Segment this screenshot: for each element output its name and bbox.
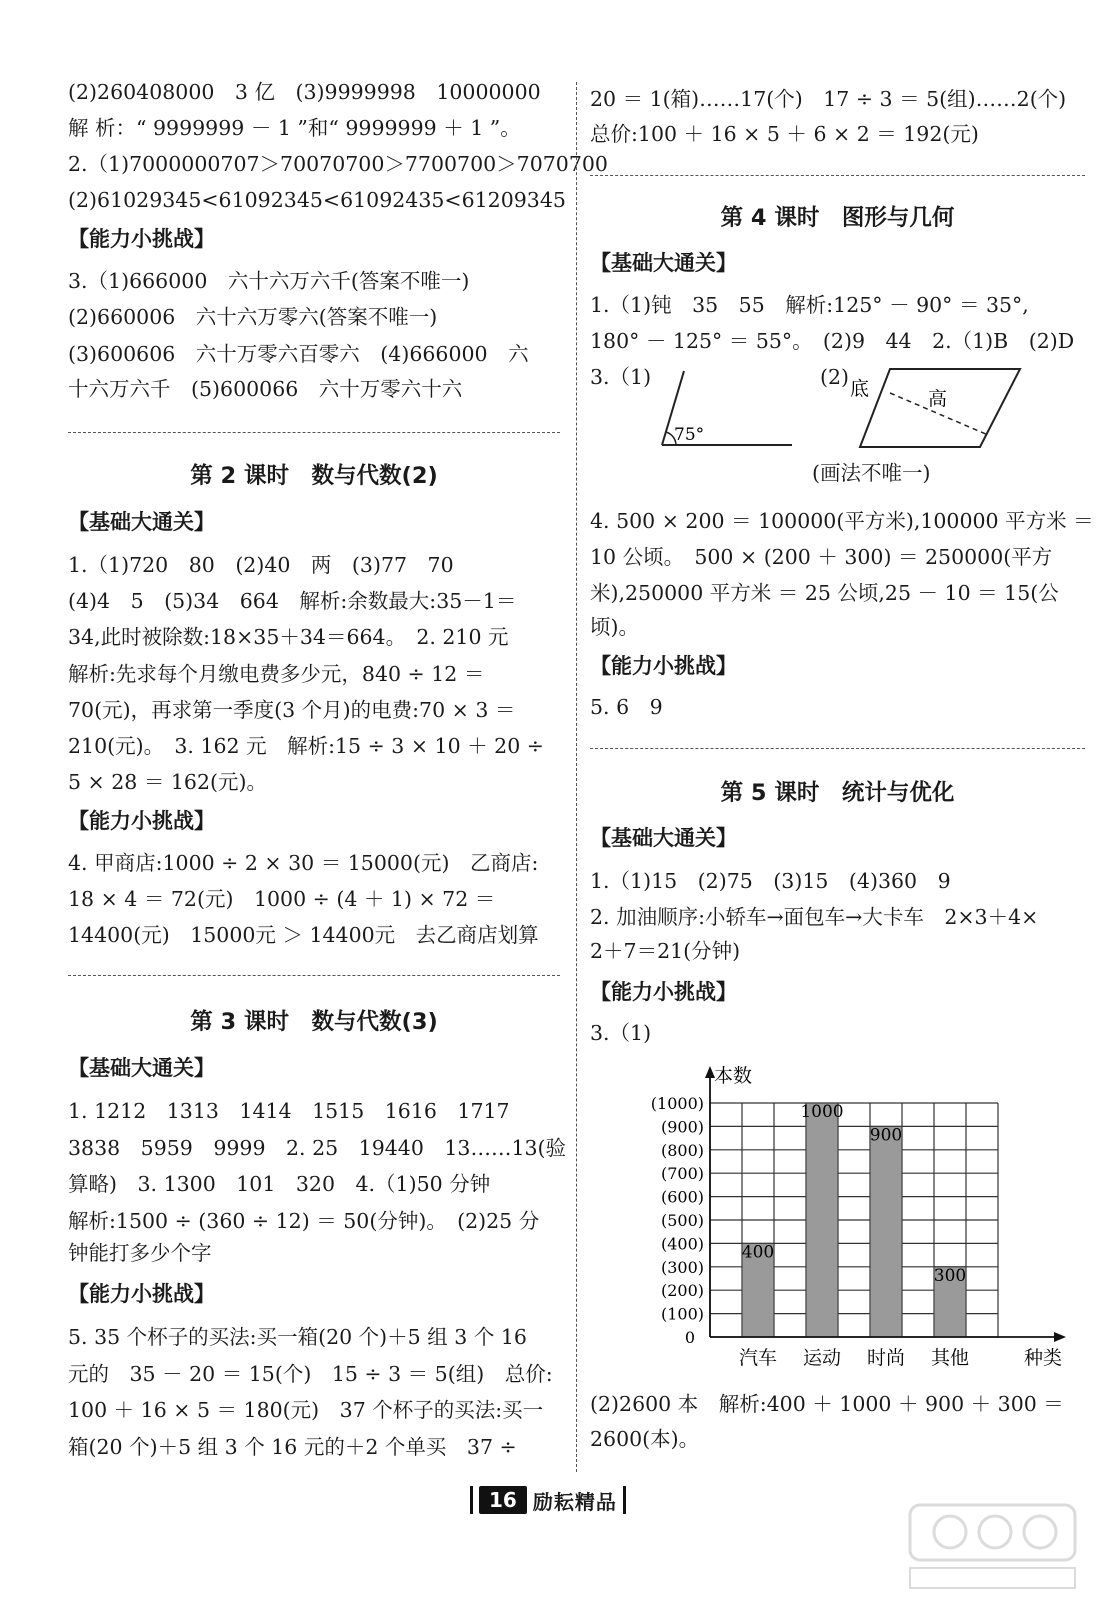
page-number: 16 xyxy=(479,1486,527,1514)
text-line: (3)600606 六十万零六百零六 (4)666000 六 xyxy=(68,342,529,366)
section-label: 【基础大通关】 xyxy=(68,1056,215,1080)
text-line: 算略) 3. 1300 101 320 4.（1)50 分钟 xyxy=(68,1172,491,1196)
section-label: 【基础大通关】 xyxy=(590,251,737,275)
dashed-divider xyxy=(68,432,560,433)
brand-name: 励耘精品 xyxy=(532,1489,617,1514)
text-line: (2) xyxy=(820,365,850,389)
text-line: (2)2600 本 解析:400 ＋ 1000 ＋ 900 ＋ 300 ＝ xyxy=(590,1392,1064,1416)
text-line: 5. 35 个杯子的买法:买一箱(20 个)＋5 组 3 个 16 xyxy=(68,1325,527,1349)
text-line: 14400(元) 15000元 ＞ 14400元 去乙商店划算 xyxy=(68,923,539,947)
text-line: 100 ＋ 16 × 5 ＝ 180(元) 37 个杯子的买法:买一 xyxy=(68,1398,544,1422)
column-divider xyxy=(576,82,577,1472)
dashed-divider xyxy=(590,748,1085,749)
data-label: 900 xyxy=(869,1125,903,1146)
x-axis-label: 种类 xyxy=(1024,1347,1063,1369)
x-axis-arrow xyxy=(1054,1332,1066,1342)
text-line: 2.（1)7000000707＞70070700＞7700700＞7070700 xyxy=(68,152,608,176)
text-line: 10 公顷。 500 × (200 ＋ 300) ＝ 250000(平方 xyxy=(590,545,1053,569)
text-line: 1.（1)15 (2)75 (3)15 (4)360 9 xyxy=(590,869,951,893)
text-line: 70(元)，再求第一季度(3 个月)的电费:70 × 3 ＝ xyxy=(68,698,516,722)
y-tick-label: (800) xyxy=(660,1140,704,1160)
category-label: 时尚 xyxy=(866,1347,906,1369)
text-line: 210(元)。 3. 162 元 解析:15 ÷ 3 × 10 ＋ 20 ÷ xyxy=(68,734,544,758)
text-line: 3.（1) xyxy=(590,1021,652,1045)
text-line: 米),250000 平方米 ＝ 25 公顷,25 － 10 ＝ 15(公 xyxy=(590,581,1059,605)
chart-text xyxy=(651,1065,1062,1369)
data-label: 1000 xyxy=(800,1102,844,1122)
category-label: 其他 xyxy=(930,1347,970,1369)
lesson-title: 第 2 课时 数与代数(2) xyxy=(190,463,438,489)
angle-figure xyxy=(640,365,800,455)
text-line: 2＋7＝21(分钟) xyxy=(590,939,741,963)
section-label: 【基础大通关】 xyxy=(590,826,737,850)
text-line: 5. 6 9 xyxy=(590,695,663,719)
text-line: 4. 甲商店:1000 ÷ 2 × 30 ＝ 15000(元) 乙商店: xyxy=(68,851,539,875)
y-tick-label: (900) xyxy=(660,1117,704,1137)
y-tick-label: 0 xyxy=(684,1328,695,1347)
text-line: 3.（1) xyxy=(590,365,652,389)
bar-运动 xyxy=(806,1103,838,1337)
text-line: (2)61029345<61092345<61092435<61209345 xyxy=(68,188,566,212)
footer-bar-left xyxy=(470,1486,473,1514)
text-line: (4)4 5 (5)34 664 解析:余数最大:35－1＝ xyxy=(68,589,517,613)
y-tick-label: (500) xyxy=(660,1211,704,1230)
y-tick-label: (1000) xyxy=(650,1094,704,1113)
lesson-title: 第 4 课时 图形与几何 xyxy=(720,205,955,231)
text-line: 箱(20 个)＋5 组 3 个 16 元的＋2 个单买 37 ÷ xyxy=(68,1435,517,1459)
text-line: 3.（1)666000 六十六万六千(答案不唯一) xyxy=(68,269,470,293)
text-line: 180° － 125° ＝ 55°。 (2)9 44 2.（1)B (2)D xyxy=(590,329,1075,353)
y-tick-label: (100) xyxy=(660,1304,704,1324)
text-line: 钟能打多少个字 xyxy=(68,1241,212,1265)
footer-bar-right xyxy=(623,1486,626,1514)
text-line: 34,此时被除数:18×35＋34＝664。 2. 210 元 xyxy=(68,625,509,649)
figure-note: (画法不唯一) xyxy=(812,461,931,485)
text-line: 4. 500 × 200 ＝ 100000(平方米),100000 平方米 ＝ xyxy=(590,509,1094,533)
section-label: 【能力小挑战】 xyxy=(590,654,737,678)
text-line: (2)660006 六十六万零六(答案不唯一) xyxy=(68,305,438,329)
text-line: 1.（1)720 80 (2)40 两 (3)77 70 xyxy=(68,553,454,577)
text-line: 1.（1)钝 35 55 解析:125° － 90° ＝ 35°, xyxy=(590,293,1029,317)
text-line: 解析:1500 ÷ (360 ÷ 12) ＝ 50(分钟)。 (2)25 分 xyxy=(68,1209,540,1233)
text-line: 3838 5959 9999 2. 25 19440 13……13(验 xyxy=(68,1136,567,1160)
text-line: 总价:100 ＋ 16 × 5 ＋ 6 × 2 ＝ 192(元) xyxy=(590,122,979,146)
y-tick-label: (600) xyxy=(660,1187,704,1207)
y-tick-label: (300) xyxy=(660,1257,704,1277)
base-label: 底 xyxy=(850,378,870,400)
dashed-divider xyxy=(590,175,1085,176)
dashed-divider xyxy=(68,975,560,976)
text-line: 十六万六千 (5)600066 六十万零六十六 xyxy=(68,377,463,401)
data-label: 400 xyxy=(741,1242,775,1263)
category-label: 运动 xyxy=(802,1347,842,1369)
section-label: 【基础大通关】 xyxy=(68,510,215,534)
bar-时尚 xyxy=(870,1126,902,1337)
height-label: 高 xyxy=(928,388,948,410)
text-line: 5 × 28 ＝ 162(元)。 xyxy=(68,770,267,794)
watermark-logo xyxy=(900,1500,1085,1595)
bar-chart xyxy=(610,1062,1080,1382)
text-line: 2600(本)。 xyxy=(590,1427,700,1451)
text-line: 1. 1212 1313 1414 1515 1616 1717 xyxy=(68,1099,510,1123)
text-line: (2)260408000 3 亿 (3)9999998 10000000 xyxy=(68,80,541,104)
category-label: 汽车 xyxy=(738,1347,778,1369)
text-line: 解 析：“ 9999999 － 1 ”和“ 9999999 ＋ 1 ”。 xyxy=(68,116,521,140)
text-line: 20 ＝ 1(箱)……17(个) 17 ÷ 3 ＝ 5(组)……2(个) xyxy=(590,87,1067,111)
y-tick-label: (200) xyxy=(660,1281,704,1301)
section-label: 【能力小挑战】 xyxy=(68,227,215,251)
y-axis-label: 本数 xyxy=(714,1065,753,1087)
angle-label: 75° xyxy=(674,425,705,445)
page-footer xyxy=(470,1482,626,1518)
data-label: 300 xyxy=(933,1265,967,1286)
lesson-title: 第 5 课时 统计与优化 xyxy=(720,780,955,806)
y-tick-label: (400) xyxy=(660,1234,704,1254)
text-line: 顷)。 xyxy=(590,615,639,639)
section-label: 【能力小挑战】 xyxy=(68,1282,215,1306)
text-line: 解析:先求每个月缴电费多少元，840 ÷ 12 ＝ xyxy=(68,662,485,686)
text-line: 元的 35 － 20 ＝ 15(个) 15 ÷ 3 ＝ 5(组) 总价: xyxy=(68,1362,553,1386)
lesson-title: 第 3 课时 数与代数(3) xyxy=(190,1009,438,1035)
parallelogram-figure xyxy=(820,365,1030,455)
section-label: 【能力小挑战】 xyxy=(68,809,215,833)
text-line: 2. 加油顺序:小轿车→面包车→大卡车 2×3＋4× xyxy=(590,905,1039,929)
section-label: 【能力小挑战】 xyxy=(590,980,737,1004)
y-tick-label: (700) xyxy=(660,1164,704,1184)
text-line: 18 × 4 ＝ 72(元) 1000 ÷ (4 ＋ 1) × 72 ＝ xyxy=(68,887,496,911)
